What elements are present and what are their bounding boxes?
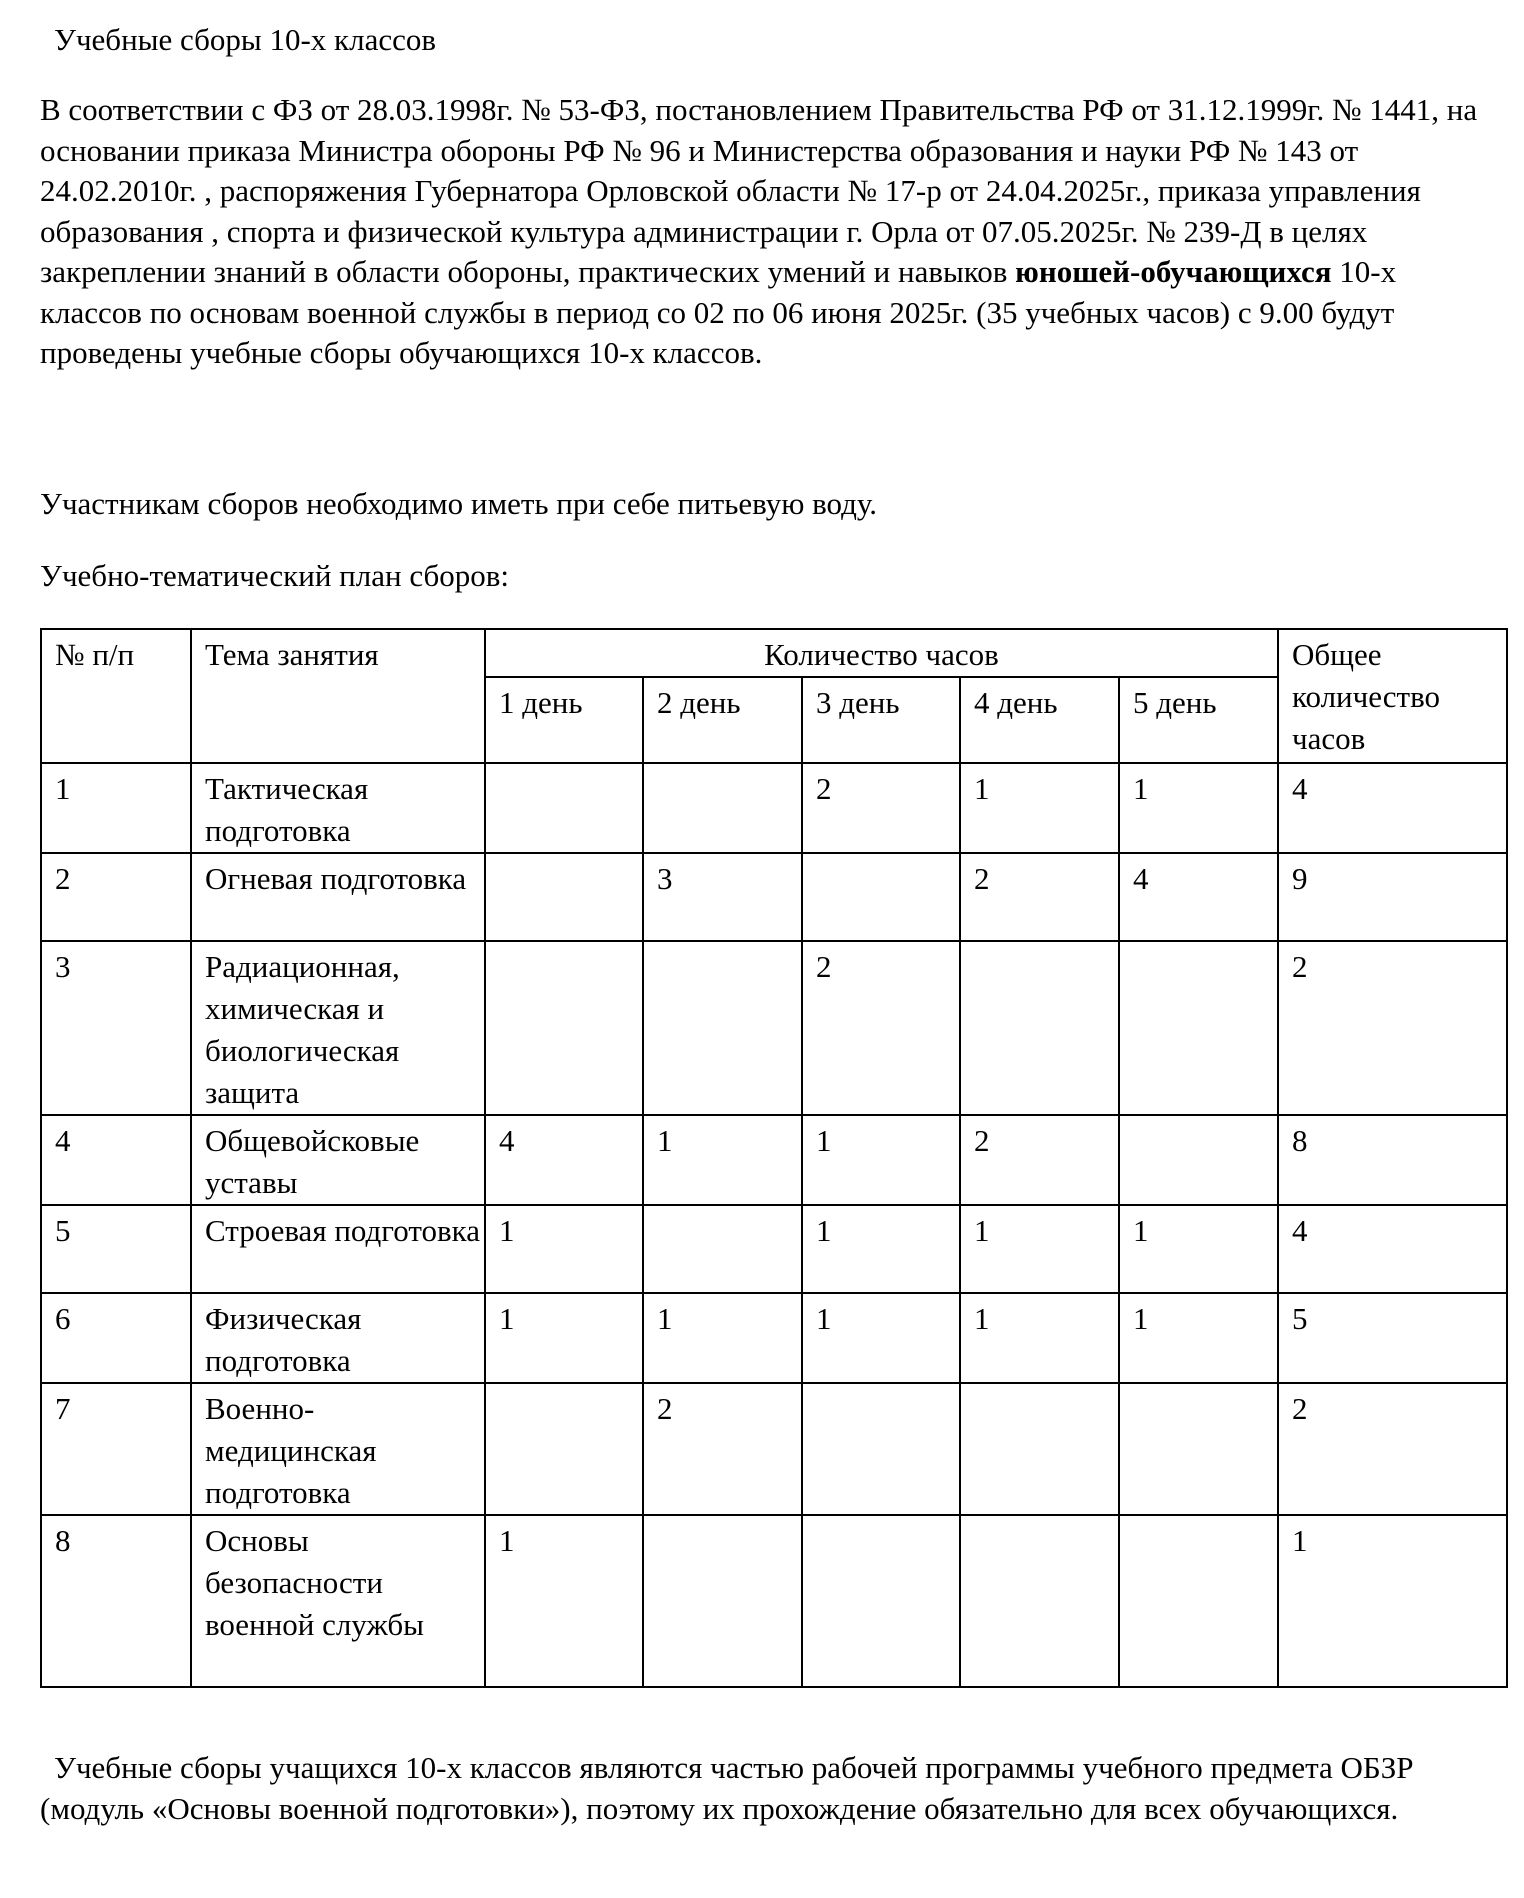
- row-day-1: 1: [485, 1515, 643, 1687]
- row-day-3: 1: [802, 1115, 960, 1205]
- header-num: № п/п: [41, 629, 191, 763]
- row-num: 7: [41, 1383, 191, 1515]
- row-total: 9: [1278, 853, 1507, 941]
- training-plan-table: [40, 628, 1508, 1688]
- row-num: 6: [41, 1293, 191, 1383]
- row-topic: Радиационная, химическая и биологическая защита: [191, 941, 485, 1115]
- row-day-2: [643, 1515, 802, 1687]
- water-note: Участникам сборов необходимо иметь при себе питьевую воду.: [40, 486, 878, 521]
- row-day-3: [802, 1383, 960, 1515]
- row-day-3: 2: [802, 941, 960, 1115]
- row-day-5: 1: [1119, 763, 1278, 853]
- row-topic: Основы безопасности военной службы: [191, 1515, 485, 1687]
- row-num: 8: [41, 1515, 191, 1687]
- row-topic: Строевая подготовка: [191, 1205, 485, 1293]
- row-day-4: 2: [960, 853, 1119, 941]
- table-row: [41, 1515, 1507, 1687]
- row-topic: Огневая подготовка: [191, 853, 485, 941]
- row-total: 4: [1278, 1205, 1507, 1293]
- row-day-2: 1: [643, 1115, 802, 1205]
- row-day-5: 1: [1119, 1205, 1278, 1293]
- row-day-4: 2: [960, 1115, 1119, 1205]
- row-day-2: [643, 763, 802, 853]
- row-day-5: 1: [1119, 1293, 1278, 1383]
- row-day-2: [643, 1205, 802, 1293]
- intro-bold-text: юношей-обучающихся: [1015, 254, 1332, 289]
- row-day-1: [485, 1383, 643, 1515]
- row-day-3: 1: [802, 1205, 960, 1293]
- row-total: 2: [1278, 1383, 1507, 1515]
- row-topic: Военно-медицинская подготовка: [191, 1383, 485, 1515]
- row-day-3: [802, 853, 960, 941]
- row-day-3: 1: [802, 1293, 960, 1383]
- row-num: 3: [41, 941, 191, 1115]
- row-day-1: 4: [485, 1115, 643, 1205]
- row-num: 1: [41, 763, 191, 853]
- row-day-2: 3: [643, 853, 802, 941]
- intro-text-part1: В соответствии с ФЗ от 28.03.1998г. № 53-ФЗ, постановлением Правительства РФ от 31.12.1999г. № 1441, на основании приказа Министра обороны РФ № 96 и Министерства образования и науки РФ № 143 от 24.02.2010г. , распоряжения Губернатора Орловской области № 17-р от 24.04.2025г., приказа управления образования , спорта и физической культура администрации г. Орла от 07.05.2025г. № 239-Д в целях закреплении знаний в области обороны, практических умений и навыков: [40, 92, 1478, 289]
- header-day-2: 2 день: [643, 677, 802, 763]
- header-day-5: 5 день: [1119, 677, 1278, 763]
- row-day-4: [960, 1515, 1119, 1687]
- row-day-2: 2: [643, 1383, 802, 1515]
- row-day-4: [960, 941, 1119, 1115]
- row-day-1: 1: [485, 1293, 643, 1383]
- document-title: Учебные сборы 10-х классов: [54, 22, 437, 57]
- row-day-1: [485, 941, 643, 1115]
- table-row: [41, 763, 1507, 853]
- intro-paragraph: [40, 90, 1500, 374]
- row-num: 4: [41, 1115, 191, 1205]
- plan-caption: Учебно-тематический план сборов:: [40, 558, 509, 593]
- row-day-5: [1119, 941, 1278, 1115]
- intro-text-part2: 10-х классов по основам военной службы в период со 02 по 06 июня 2025г. (35 учебных часов) с 9.00 будут проведены учебные сборы обучающихся 10-х классов.: [40, 254, 1397, 370]
- header-day-4: 4 день: [960, 677, 1119, 763]
- table-row: [41, 1383, 1507, 1515]
- row-day-2: [643, 941, 802, 1115]
- closing-text: Учебные сборы учащихся 10-х классов являются частью рабочей программы учебного предмета ОБЗР (модуль «Основы военной подготовки»), поэтому их прохождение обязательно для всех обучающихся.: [40, 1750, 1414, 1826]
- row-topic: Общевойсковые уставы: [191, 1115, 485, 1205]
- row-total: 4: [1278, 763, 1507, 853]
- header-day-1: 1 день: [485, 677, 643, 763]
- table-row: [41, 1115, 1507, 1205]
- table-row: [41, 941, 1507, 1115]
- row-day-4: [960, 1383, 1119, 1515]
- row-day-2: 1: [643, 1293, 802, 1383]
- row-day-5: [1119, 1115, 1278, 1205]
- table-row: [41, 853, 1507, 941]
- row-day-5: [1119, 1383, 1278, 1515]
- row-day-1: [485, 853, 643, 941]
- header-day-3: 3 день: [802, 677, 960, 763]
- row-day-1: 1: [485, 1205, 643, 1293]
- row-num: 2: [41, 853, 191, 941]
- row-day-4: 1: [960, 1293, 1119, 1383]
- row-total: 1: [1278, 1515, 1507, 1687]
- row-num: 5: [41, 1205, 191, 1293]
- row-total: 8: [1278, 1115, 1507, 1205]
- header-topic: Тема занятия: [191, 629, 485, 763]
- row-day-3: [802, 1515, 960, 1687]
- row-topic: Тактическая подготовка: [191, 763, 485, 853]
- row-day-5: [1119, 1515, 1278, 1687]
- row-total: 2: [1278, 941, 1507, 1115]
- table-header-row: [41, 629, 1507, 677]
- table-row: [41, 1205, 1507, 1293]
- header-hours: Количество часов: [485, 629, 1278, 677]
- table-row: [41, 1293, 1507, 1383]
- row-day-5: 4: [1119, 853, 1278, 941]
- row-day-3: 2: [802, 763, 960, 853]
- header-total: Общее количество часов: [1278, 629, 1507, 763]
- row-topic: Физическая подготовка: [191, 1293, 485, 1383]
- row-total: 5: [1278, 1293, 1507, 1383]
- row-day-4: 1: [960, 1205, 1119, 1293]
- row-day-4: 1: [960, 763, 1119, 853]
- row-day-1: [485, 763, 643, 853]
- closing-paragraph: [40, 1748, 1500, 1829]
